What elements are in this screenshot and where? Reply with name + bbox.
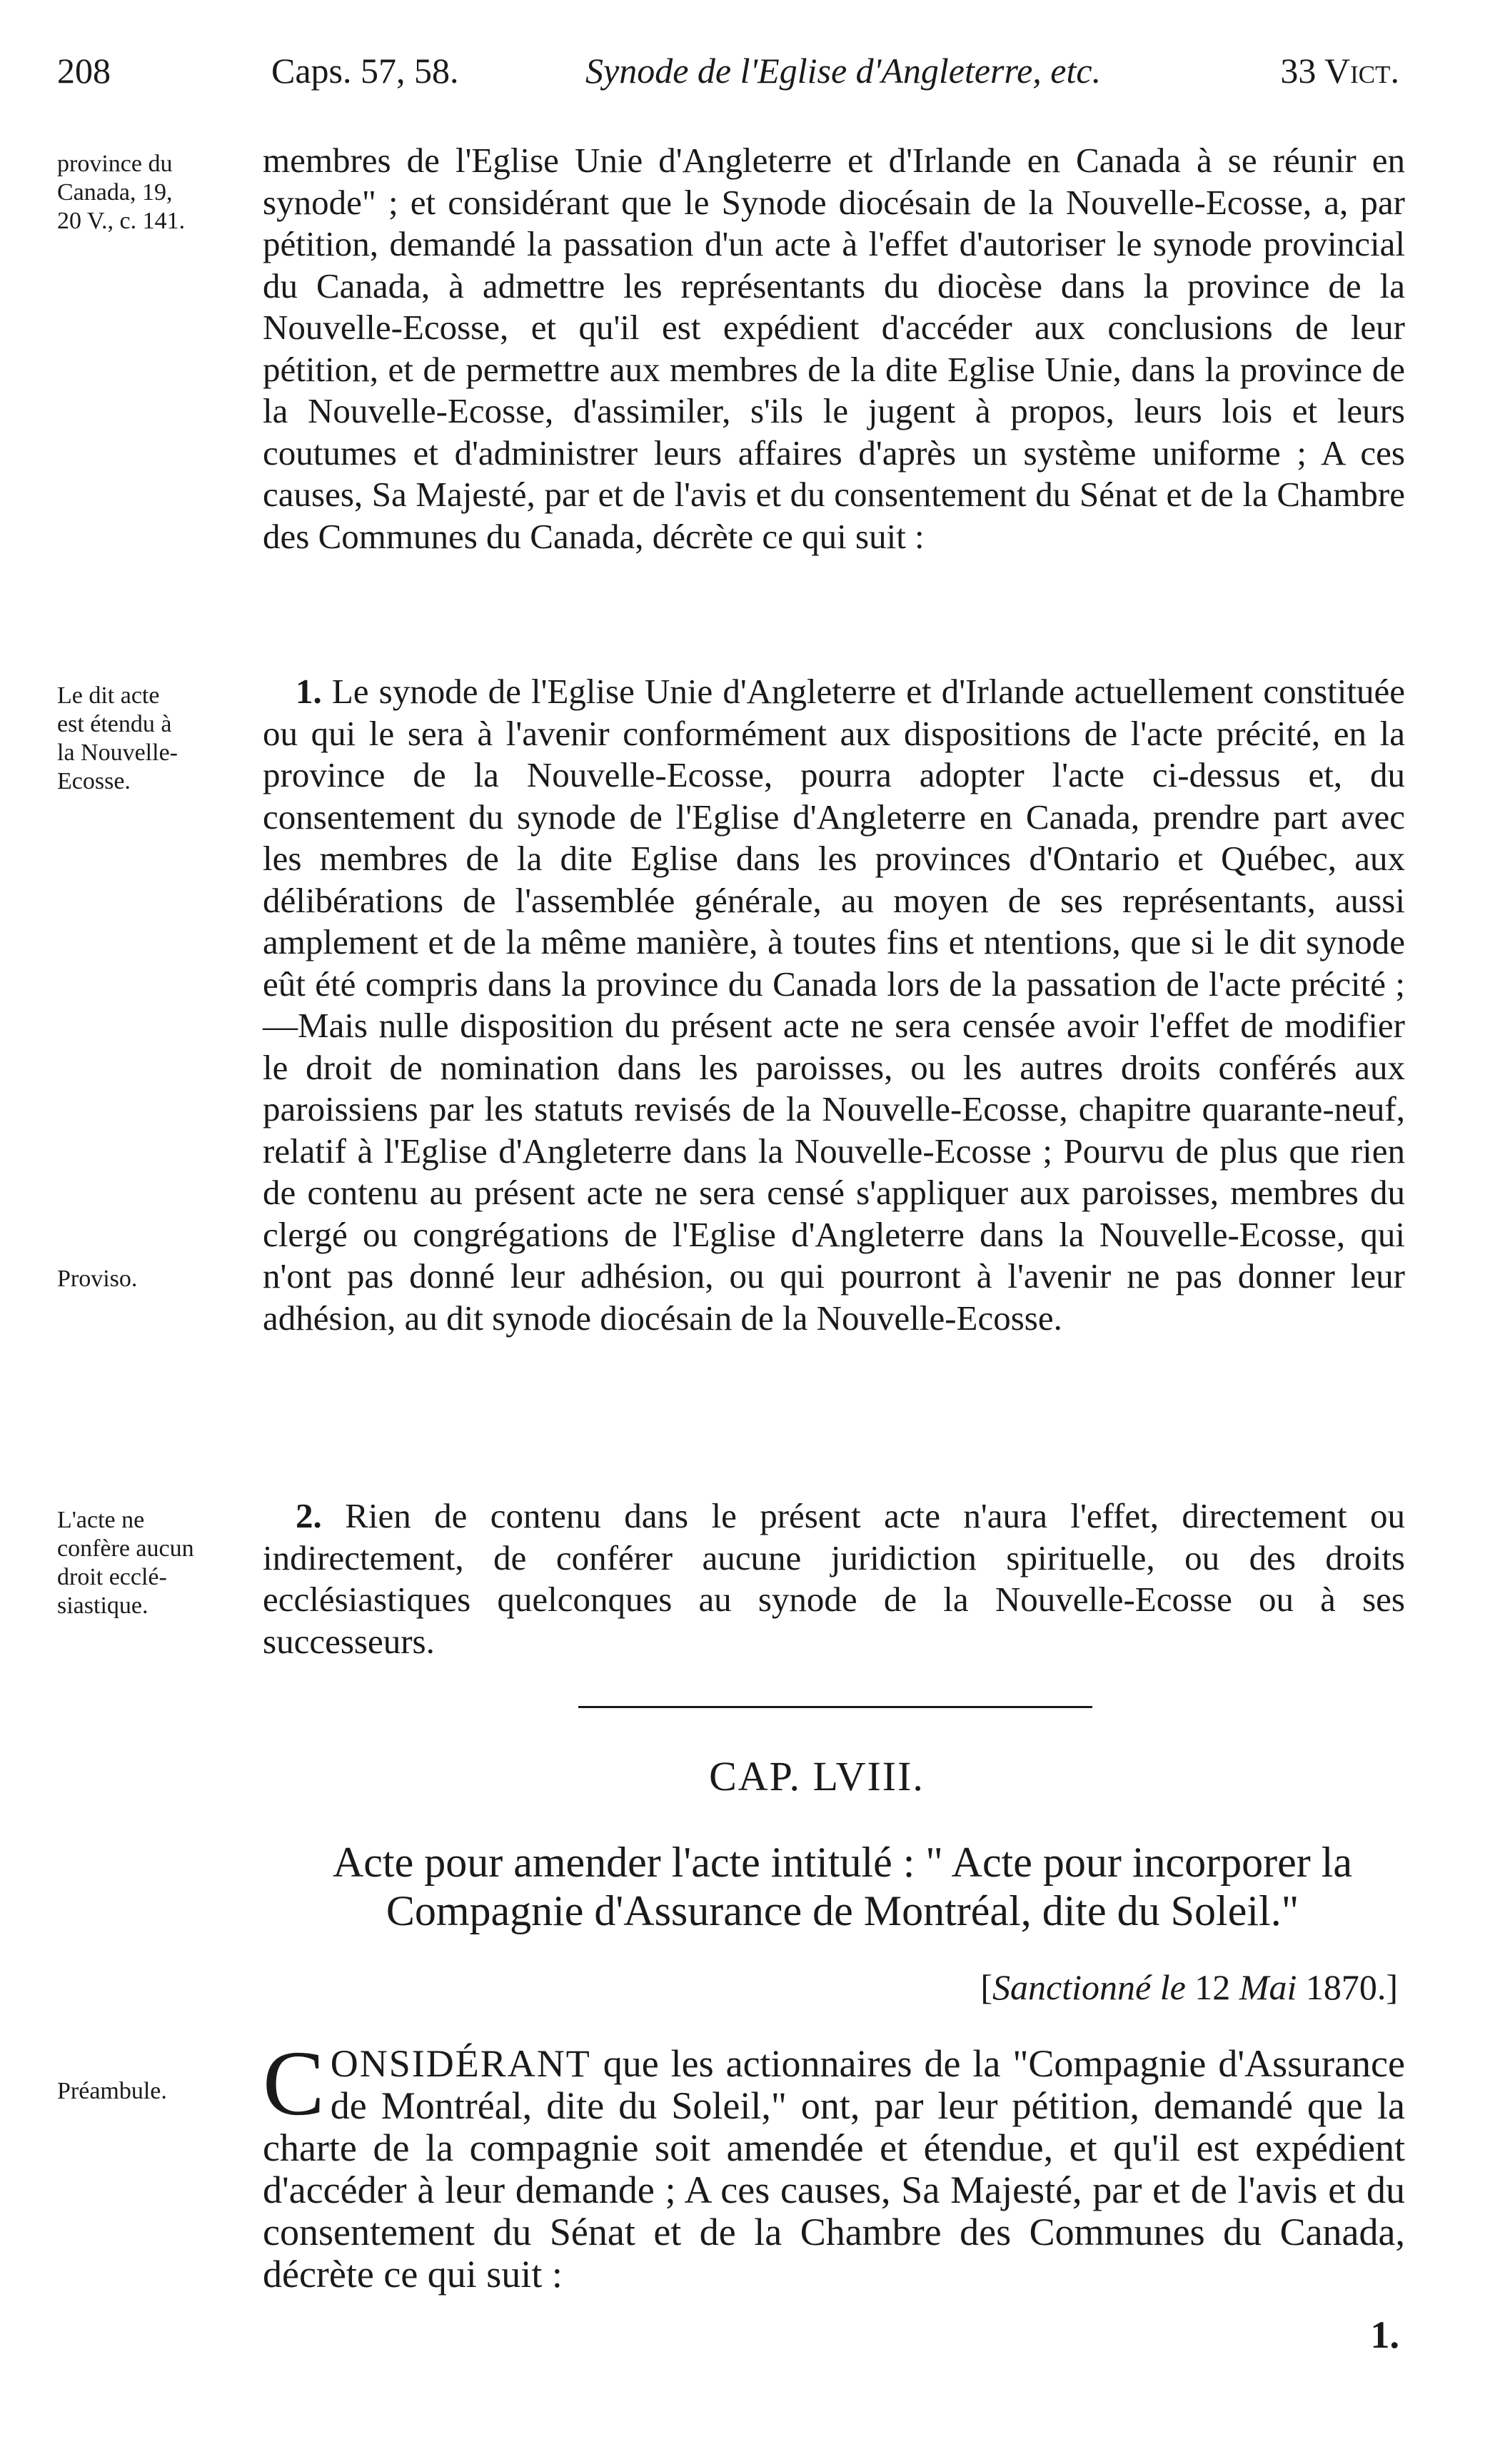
section-1: [263, 671, 1405, 1339]
drop-cap: C: [263, 2032, 325, 2135]
preamble-lead-word: ONSIDÉRANT: [330, 2042, 591, 2085]
sanction-word: Sanctionné le: [992, 1967, 1186, 2007]
margin-note-no-jurisdiction: L'acte ne confère aucun droit ecclé- siastique.: [57, 1507, 194, 1619]
margin-note-citation: province du Canada, 19, 20 V., c. 141.: [57, 151, 186, 234]
chapter-heading: CAP. LVIII.: [709, 1753, 925, 1799]
section-1-text: Le synode de l'Eglise Unie d'Angleterre et d'Irlande actuellement constituée ou qui le sera à l'avenir conformément aux dispositions de l'acte précité, en la province de la Nouvelle-Ecosse, pourra adopter l'acte ci-dessus et, du consentement du synode de l'Eglise d'Angleterre en Canada, prendre part avec les membres de la dite Eglise dans les provinces d'Ontario et Québec, aux délibérations de l'assemblée générale, au moyen de ses représentants, aussi amplement et de la même manière, à toutes fins et ntentions, que si le dit synode eût été compris dans la province du Canada lors de la passation de l'acte précité ;—Mais nulle disposition du présent acte ne sera censée avoir l'effet de modifier le droit de nomination dans les paroisses, ou les autres droits conférés aux paroissiens par les statuts revisés de la Nouvelle-Ecosse, chapitre quarante-neuf, relatif à l'Eglise d'Angleterre dans la Nouvelle-Ecosse ; Pourvu de plus que rien de contenu au présent acte ne sera censé s'appliquer aux paroisses, membres du clergé ou congrégations de l'Eglise d'Angleterre dans la Nouvelle-Ecosse, qui n'ont pas donné leur adhésion, ou qui pourront à l'avenir ne pas donner leur adhésion, au dit synode diocésain de la Nouvelle-Ecosse.: [263, 672, 1406, 1338]
sanction-date: [980, 1966, 1398, 2008]
sanction-day: 12: [1194, 1967, 1231, 2007]
chapter-reference: Caps. 57, 58.: [271, 51, 459, 91]
margin-note-preamble: Préambule.: [57, 2078, 167, 2104]
section-divider: [578, 1706, 1092, 1708]
regnal-year: 33 Vict.: [1280, 51, 1399, 91]
sanction-year: 1870.]: [1305, 1967, 1398, 2007]
sanction-open: [: [980, 1967, 993, 2007]
preamble-paragraph: [263, 2032, 1405, 2296]
margin-note-extended: Le dit acte est étendu à la Nouvelle- Ecosse.: [57, 682, 178, 794]
running-header: [57, 50, 1414, 100]
margin-note-proviso: Proviso.: [57, 1266, 138, 1292]
section-1-number: 1.: [296, 672, 322, 711]
catchword: 1.: [1370, 2313, 1399, 2356]
opening-paragraph: membres de l'Eglise Unie d'Angleterre et d'Irlande en Canada à se réunir en synode" ; et considérant que le Synode diocésain de la Nouvelle-Ecosse, a, par pétition, demandé la passation d'un acte à l'effet d'autoriser le synode provincial du Canada, à admettre les représentants du diocèse dans la province de la Nouvelle-Ecosse, et qu'il est expédient d'accéder aux conclusions de leur pétition, et de permettre aux membres de la dite Eglise Unie, dans la province de la Nouvelle-Ecosse, d'assimiler, s'ils le jugent à propos, leurs lois et leurs coutumes et d'administrer leurs affaires d'après un système uniforme ; A ces causes, Sa Majesté, par et de l'avis et du consentement du Sénat et de la Chambre des Communes du Canada, décrète ce qui suit :: [263, 141, 1405, 556]
sanction-month: Mai: [1239, 1967, 1297, 2007]
section-2-number: 2.: [296, 1496, 322, 1535]
section-2-text: Rien de contenu dans le présent acte n'aura l'effet, directement ou indirectement, de conférer aucune juridiction spirituelle, ou des droits ecclésiastiques quelconques au synode de la Nouvelle-Ecosse ou à ses successeurs.: [263, 1496, 1406, 1661]
page-number: 208: [57, 51, 111, 91]
running-title: Synode de l'Eglise d'Angleterre, etc.: [585, 51, 1102, 91]
preamble-text: que les actionnaires de la "Compagnie d'Assurance de Montréal, dite du Soleil," ont, par leur pétition, demandé que la charte de la compagnie soit amendée et étendue, et qu'il est expédient d'accéder à leur demande ; A ces causes, Sa Majesté, par et de l'avis et du consentement du Sénat et de la Chambre des Communes du Canada, décrète ce qui suit :: [263, 2042, 1405, 2296]
section-2: [263, 1495, 1405, 1662]
act-title: Acte pour amender l'acte intitulé : " Acte pour incorporer la Compagnie d'Assurance de Montréal, dite du Soleil.": [332, 1839, 1353, 1934]
